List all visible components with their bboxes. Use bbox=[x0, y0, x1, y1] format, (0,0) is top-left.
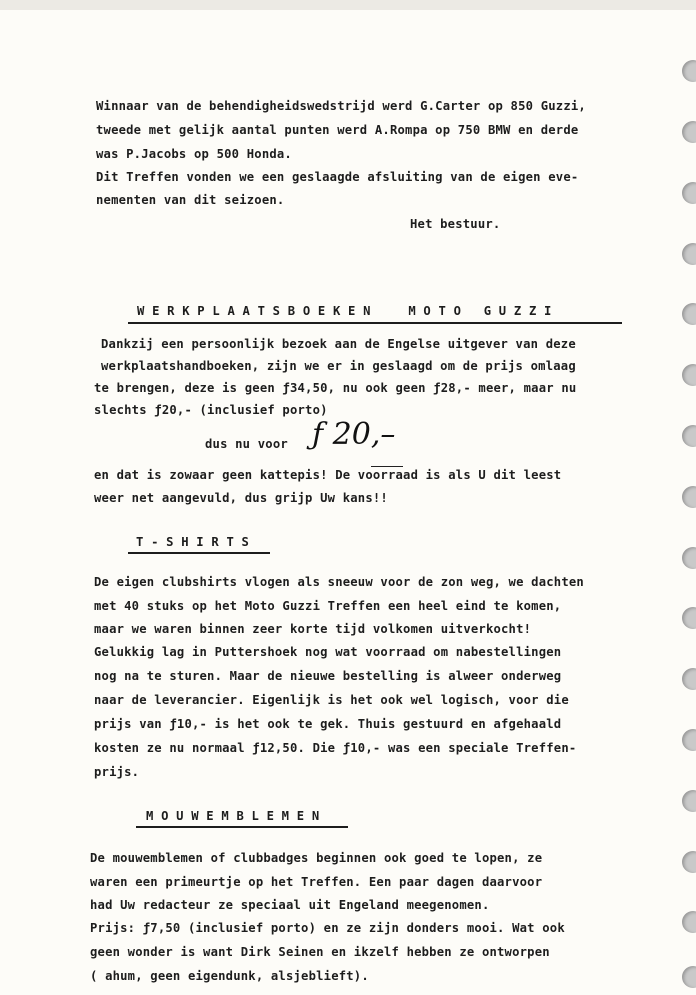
text-line: prijs. bbox=[94, 765, 140, 779]
text-line: Gelukkig lag in Puttershoek nog wat voorraad om nabestellingen bbox=[94, 645, 562, 659]
price-prefix: dus nu voor bbox=[205, 437, 288, 451]
heading-mouwemblemen: M O U W E M B L E M E N bbox=[146, 809, 320, 823]
text-line: tweede met gelijk aantal punten werd A.Rompa op 750 BMW en derde bbox=[96, 123, 579, 137]
binder-hole bbox=[682, 966, 696, 988]
binder-hole bbox=[682, 668, 696, 690]
text-line: maar we waren binnen zeer korte tijd volkomen uitverkocht! bbox=[94, 622, 532, 636]
text-line: nementen van dit seizoen. bbox=[96, 193, 285, 207]
text-line: De mouwemblemen of clubbadges beginnen ook goed te lopen, ze bbox=[90, 851, 543, 865]
binder-hole bbox=[682, 425, 696, 447]
binder-hole bbox=[682, 547, 696, 569]
page-top-edge bbox=[0, 0, 696, 10]
text-line: nog na te sturen. Maar de nieuwe bestelling is alweer onderweg bbox=[94, 669, 562, 683]
binder-hole bbox=[682, 303, 696, 325]
text-line: Dankzij een persoonlijk bezoek aan de Engelse uitgever van deze bbox=[101, 337, 576, 351]
heading-tshirts: T - S H I R T S bbox=[136, 535, 250, 549]
heading-werkplaatsboeken: W E R K P L A A T S B O E K E N M O T O G U Z Z I bbox=[137, 304, 552, 318]
text-line: kosten ze nu normaal ƒ12,50. Die ƒ10,- was een speciale Treffen- bbox=[94, 741, 577, 755]
binder-hole bbox=[682, 364, 696, 386]
signature: Het bestuur. bbox=[410, 217, 501, 231]
text-line: prijs van ƒ10,- is het ook te gek. Thuis gestuurd en afgehaald bbox=[94, 717, 562, 731]
text-line: werkplaatshandboeken, zijn we er in geslaagd om de prijs omlaag bbox=[101, 359, 576, 373]
binder-hole bbox=[682, 790, 696, 812]
binder-hole bbox=[682, 607, 696, 629]
text-line: slechts ƒ20,- (inclusief porto) bbox=[94, 403, 328, 417]
binder-hole bbox=[682, 243, 696, 265]
handwritten-price: ƒ 20,– bbox=[312, 417, 396, 452]
binder-hole bbox=[682, 851, 696, 873]
heading-underline bbox=[128, 552, 270, 554]
text-line: had Uw redacteur ze speciaal uit Engeland meegenomen. bbox=[90, 898, 490, 912]
overline-mark bbox=[371, 466, 403, 467]
text-line: was P.Jacobs op 500 Honda. bbox=[96, 147, 292, 161]
text-line: ( ahum, geen eigendunk, alsjeblieft). bbox=[90, 969, 369, 983]
binder-hole bbox=[682, 911, 696, 933]
text-line: weer net aangevuld, dus grijp Uw kans!! bbox=[94, 491, 388, 505]
binder-hole bbox=[682, 486, 696, 508]
text-line: Dit Treffen vonden we een geslaagde afsluiting van de eigen eve- bbox=[96, 170, 579, 184]
text-line: en dat is zowaar geen kattepis! De voorraad is als U dit leest bbox=[94, 468, 562, 482]
heading-underline bbox=[136, 826, 348, 828]
binder-hole bbox=[682, 60, 696, 82]
text-line: De eigen clubshirts vlogen als sneeuw voor de zon weg, we dachten bbox=[94, 575, 584, 589]
text-line: Prijs: ƒ7,50 (inclusief porto) en ze zijn donders mooi. Wat ook bbox=[90, 921, 565, 935]
text-line: geen wonder is want Dirk Seinen en ikzelf hebben ze ontworpen bbox=[90, 945, 550, 959]
text-line: te brengen, deze is geen ƒ34,50, nu ook geen ƒ28,- meer, maar nu bbox=[94, 381, 577, 395]
text-line: waren een primeurtje op het Treffen. Een paar dagen daarvoor bbox=[90, 875, 543, 889]
binder-hole bbox=[682, 121, 696, 143]
text-line: met 40 stuks op het Moto Guzzi Treffen een heel eind te komen, bbox=[94, 599, 562, 613]
binder-hole bbox=[682, 182, 696, 204]
text-line: naar de leverancier. Eigenlijk is het ook wel logisch, voor die bbox=[94, 693, 569, 707]
binder-hole bbox=[682, 729, 696, 751]
text-line: Winnaar van de behendigheidswedstrijd werd G.Carter op 850 Guzzi, bbox=[96, 99, 586, 113]
heading-underline bbox=[128, 322, 622, 324]
